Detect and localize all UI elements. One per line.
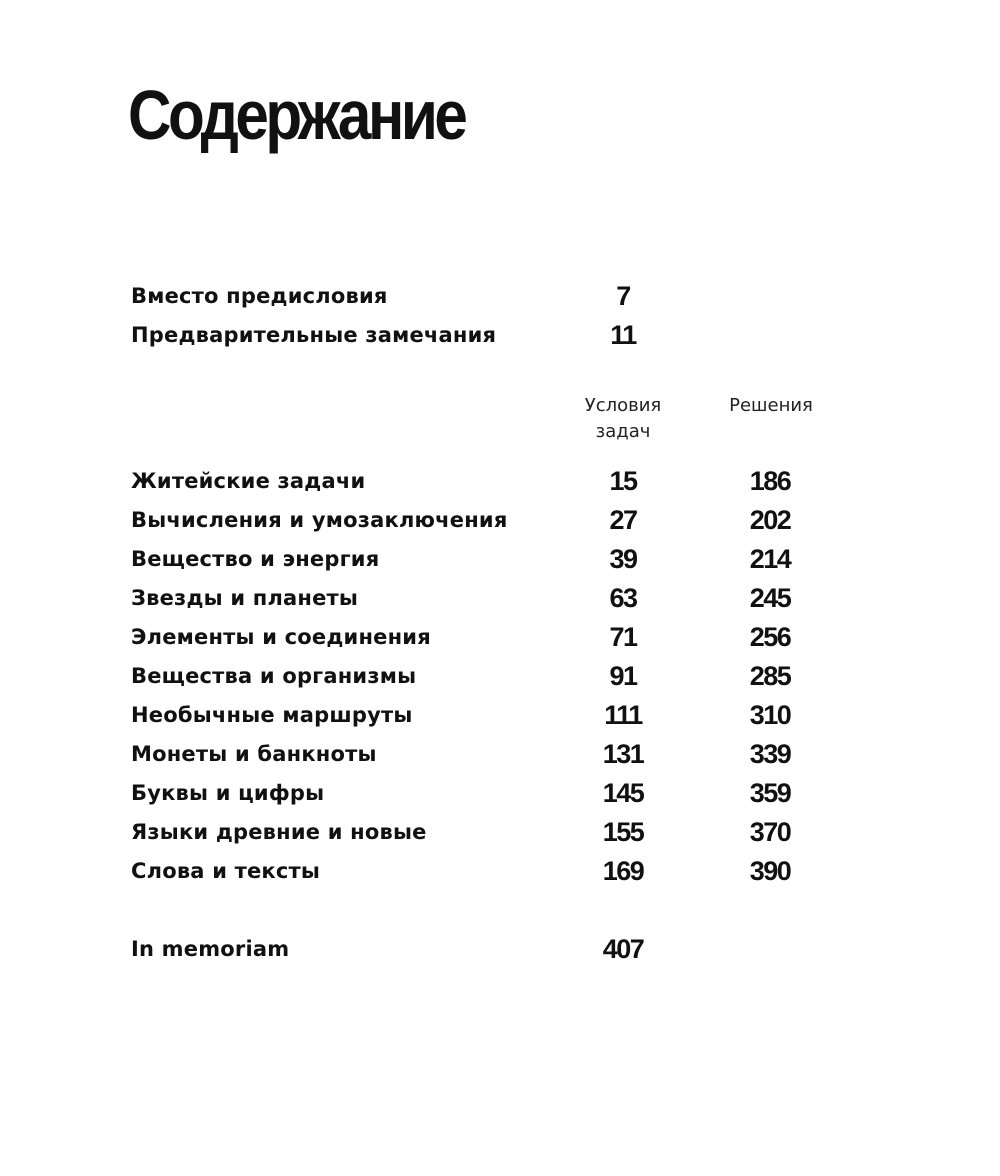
toc-entry-preliminary-notes[interactable] [0,320,1000,354]
chapter-title: Вещество и энергия [131,547,380,571]
chapter-conditions-page: 145 [602,778,644,808]
chapter-title: Языки древние и новые [131,820,427,844]
toc-chapter-row[interactable] [0,544,1000,578]
toc-entry-foreword[interactable] [0,281,1000,315]
chapter-solutions-page: 310 [749,700,791,730]
chapter-solutions-page: 370 [749,817,791,847]
toc-entry-label: Предварительные замечания [131,323,497,347]
chapter-conditions-page: 155 [602,817,644,847]
chapter-title: Необычные маршруты [131,703,413,727]
toc-chapter-row[interactable] [0,700,1000,734]
column-header-solutions: Решения [729,395,813,416]
page-title: Содержание [128,76,465,154]
chapter-title: Вещества и организмы [131,664,417,688]
chapter-title: Монеты и банкноты [131,742,377,766]
toc-chapter-row[interactable] [0,778,1000,812]
chapter-title: Вычисления и умозаключения [131,508,508,532]
column-header-conditions-line2: задач [595,421,651,442]
toc-entry-in-memoriam[interactable] [0,934,1000,968]
chapter-solutions-page: 285 [749,661,791,691]
chapter-title: Слова и тексты [131,859,321,883]
chapter-title: Звезды и планеты [131,586,359,610]
toc-entry-label: In memoriam [131,937,290,961]
chapter-conditions-page: 15 [609,466,637,496]
chapter-solutions-page: 214 [749,544,791,574]
chapter-solutions-page: 186 [749,466,791,496]
chapter-solutions-page: 359 [749,778,791,808]
toc-chapter-row[interactable] [0,622,1000,656]
chapter-conditions-page: 39 [609,544,637,574]
toc-chapter-row[interactable] [0,739,1000,773]
chapter-title: Буквы и цифры [131,781,325,805]
column-header-conditions [568,393,678,445]
toc-entry-page: 11 [610,320,636,350]
toc-chapter-row[interactable] [0,466,1000,500]
chapter-solutions-page: 390 [749,856,791,886]
chapter-title: Элементы и соединения [131,625,431,649]
toc-entry-page: 7 [616,281,630,311]
chapter-conditions-page: 131 [602,739,644,769]
chapter-solutions-page: 202 [749,505,791,535]
chapter-conditions-page: 91 [609,661,637,691]
chapter-conditions-page: 169 [602,856,644,886]
chapter-conditions-page: 71 [609,622,637,652]
chapter-solutions-page: 245 [749,583,791,613]
toc-chapter-row[interactable] [0,661,1000,695]
chapter-title: Житейские задачи [131,469,366,493]
toc-chapter-row[interactable] [0,583,1000,617]
toc-chapter-row[interactable] [0,505,1000,539]
chapter-conditions-page: 111 [604,700,642,730]
chapter-conditions-page: 63 [609,583,637,613]
toc-chapter-row[interactable] [0,856,1000,890]
chapter-conditions-page: 27 [609,505,637,535]
toc-chapter-row[interactable] [0,817,1000,851]
toc-entry-page: 407 [602,934,644,964]
chapter-solutions-page: 256 [749,622,791,652]
toc-entry-label: Вместо предисловия [131,284,388,308]
column-header-conditions-line1: Условия [584,395,662,416]
chapter-solutions-page: 339 [749,739,791,769]
